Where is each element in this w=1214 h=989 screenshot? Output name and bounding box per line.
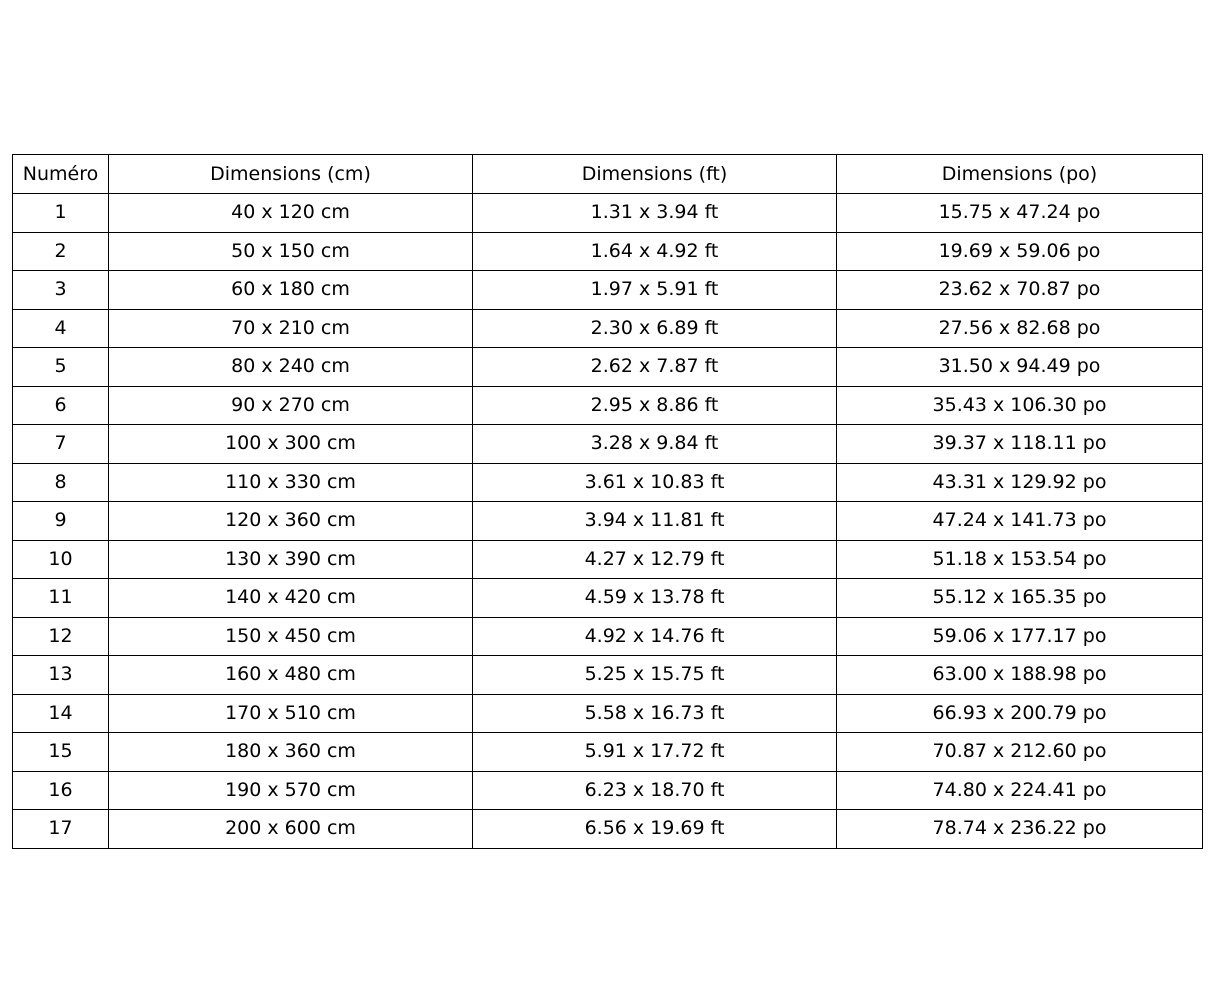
cell-dimensions-cm: 130 x 390 cm: [109, 540, 473, 579]
table-row: [13, 733, 1203, 772]
cell-dimensions-po: 74.80 x 224.41 po: [837, 771, 1203, 810]
cell-dimensions-ft: 6.56 x 19.69 ft: [473, 810, 837, 849]
table-row: [13, 617, 1203, 656]
cell-dimensions-po: 23.62 x 70.87 po: [837, 271, 1203, 310]
cell-numero: 1: [13, 194, 109, 233]
cell-dimensions-cm: 110 x 330 cm: [109, 463, 473, 502]
column-header-numero: Numéro: [13, 155, 109, 194]
cell-dimensions-ft: 3.28 x 9.84 ft: [473, 425, 837, 464]
cell-numero: 6: [13, 386, 109, 425]
cell-dimensions-ft: 5.58 x 16.73 ft: [473, 694, 837, 733]
column-header-dimensions-po: Dimensions (po): [837, 155, 1203, 194]
column-header-dimensions-cm: Dimensions (cm): [109, 155, 473, 194]
table-row: [13, 425, 1203, 464]
cell-numero: 12: [13, 617, 109, 656]
cell-dimensions-ft: 1.64 x 4.92 ft: [473, 232, 837, 271]
cell-dimensions-cm: 40 x 120 cm: [109, 194, 473, 233]
table-row: [13, 694, 1203, 733]
cell-dimensions-po: 31.50 x 94.49 po: [837, 348, 1203, 387]
cell-dimensions-ft: 2.95 x 8.86 ft: [473, 386, 837, 425]
cell-dimensions-po: 63.00 x 188.98 po: [837, 656, 1203, 695]
cell-dimensions-cm: 80 x 240 cm: [109, 348, 473, 387]
cell-dimensions-cm: 70 x 210 cm: [109, 309, 473, 348]
cell-dimensions-ft: 5.25 x 15.75 ft: [473, 656, 837, 695]
table-row: [13, 194, 1203, 233]
cell-dimensions-po: 47.24 x 141.73 po: [837, 502, 1203, 541]
cell-dimensions-ft: 2.62 x 7.87 ft: [473, 348, 837, 387]
cell-dimensions-po: 27.56 x 82.68 po: [837, 309, 1203, 348]
cell-dimensions-cm: 180 x 360 cm: [109, 733, 473, 772]
cell-dimensions-po: 51.18 x 153.54 po: [837, 540, 1203, 579]
cell-dimensions-cm: 170 x 510 cm: [109, 694, 473, 733]
cell-numero: 3: [13, 271, 109, 310]
table-row: [13, 309, 1203, 348]
dimensions-table-container: [12, 154, 1202, 849]
table-row: [13, 540, 1203, 579]
table-row: [13, 771, 1203, 810]
cell-numero: 10: [13, 540, 109, 579]
cell-numero: 16: [13, 771, 109, 810]
table-header: [13, 155, 1203, 194]
column-header-dimensions-ft: Dimensions (ft): [473, 155, 837, 194]
cell-dimensions-po: 35.43 x 106.30 po: [837, 386, 1203, 425]
table-row: [13, 656, 1203, 695]
cell-numero: 7: [13, 425, 109, 464]
cell-dimensions-cm: 60 x 180 cm: [109, 271, 473, 310]
table-row: [13, 579, 1203, 618]
cell-numero: 14: [13, 694, 109, 733]
table-row: [13, 348, 1203, 387]
table-header-row: [13, 155, 1203, 194]
cell-dimensions-po: 66.93 x 200.79 po: [837, 694, 1203, 733]
cell-dimensions-po: 55.12 x 165.35 po: [837, 579, 1203, 618]
cell-dimensions-po: 39.37 x 118.11 po: [837, 425, 1203, 464]
table-row: [13, 386, 1203, 425]
cell-dimensions-cm: 140 x 420 cm: [109, 579, 473, 618]
cell-dimensions-ft: 1.31 x 3.94 ft: [473, 194, 837, 233]
table-row: [13, 271, 1203, 310]
cell-dimensions-ft: 4.92 x 14.76 ft: [473, 617, 837, 656]
cell-dimensions-cm: 50 x 150 cm: [109, 232, 473, 271]
cell-numero: 13: [13, 656, 109, 695]
table-row: [13, 810, 1203, 849]
cell-dimensions-po: 70.87 x 212.60 po: [837, 733, 1203, 772]
cell-dimensions-ft: 4.27 x 12.79 ft: [473, 540, 837, 579]
table-body: [13, 194, 1203, 849]
cell-dimensions-ft: 6.23 x 18.70 ft: [473, 771, 837, 810]
cell-dimensions-po: 19.69 x 59.06 po: [837, 232, 1203, 271]
cell-numero: 11: [13, 579, 109, 618]
cell-dimensions-cm: 200 x 600 cm: [109, 810, 473, 849]
cell-numero: 2: [13, 232, 109, 271]
cell-numero: 4: [13, 309, 109, 348]
cell-dimensions-cm: 150 x 450 cm: [109, 617, 473, 656]
table-row: [13, 232, 1203, 271]
cell-dimensions-po: 78.74 x 236.22 po: [837, 810, 1203, 849]
cell-dimensions-ft: 3.94 x 11.81 ft: [473, 502, 837, 541]
cell-dimensions-cm: 190 x 570 cm: [109, 771, 473, 810]
cell-dimensions-ft: 3.61 x 10.83 ft: [473, 463, 837, 502]
cell-numero: 5: [13, 348, 109, 387]
table-row: [13, 463, 1203, 502]
cell-numero: 15: [13, 733, 109, 772]
cell-dimensions-ft: 4.59 x 13.78 ft: [473, 579, 837, 618]
cell-numero: 9: [13, 502, 109, 541]
cell-dimensions-po: 15.75 x 47.24 po: [837, 194, 1203, 233]
dimensions-table: [12, 154, 1203, 849]
cell-dimensions-cm: 120 x 360 cm: [109, 502, 473, 541]
cell-dimensions-po: 43.31 x 129.92 po: [837, 463, 1203, 502]
table-row: [13, 502, 1203, 541]
cell-dimensions-po: 59.06 x 177.17 po: [837, 617, 1203, 656]
cell-dimensions-ft: 5.91 x 17.72 ft: [473, 733, 837, 772]
cell-dimensions-ft: 1.97 x 5.91 ft: [473, 271, 837, 310]
cell-dimensions-cm: 90 x 270 cm: [109, 386, 473, 425]
cell-dimensions-ft: 2.30 x 6.89 ft: [473, 309, 837, 348]
cell-dimensions-cm: 160 x 480 cm: [109, 656, 473, 695]
cell-dimensions-cm: 100 x 300 cm: [109, 425, 473, 464]
cell-numero: 8: [13, 463, 109, 502]
cell-numero: 17: [13, 810, 109, 849]
